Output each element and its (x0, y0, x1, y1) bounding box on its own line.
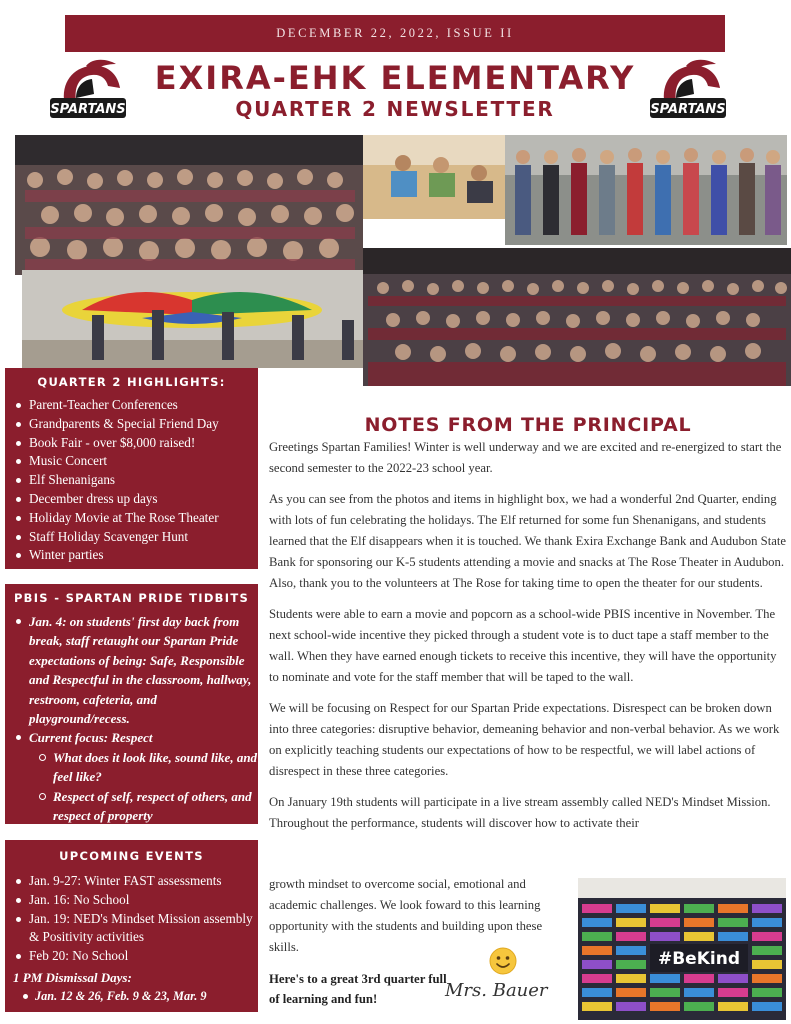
list-item: Jan. 19: NED's Mindset Mission assembly & Positivity activities (15, 910, 258, 948)
logo-text-right: SPARTANS (650, 102, 726, 117)
smiley-face-icon (488, 946, 518, 976)
photo-kids-reading (363, 135, 505, 219)
highlights-box (5, 368, 258, 569)
notes-paragraph-respect: We will be focusing on Respect for our Spartan Pride expectations. Disrespect can be broken down into three categories: disruptive behavior, demeaning behavior and non-verbal behavior. As we work on explicitly teaching students our expectations of how to be respectful, we will label actions of disrespect in these three categories. (269, 701, 780, 778)
list-item: Jan. 9-27: Winter FAST assessments (15, 872, 258, 891)
photo-parachute-game (22, 270, 365, 368)
list-item: Staff Holiday Scavenger Hunt (15, 528, 258, 547)
upcoming-events-title: UPCOMING EVENTS (59, 849, 204, 863)
pbis-item-retaught: Jan. 4: on students' first day back from break, staff retaught our Spartan Pride expectations of being: Safe, Responsible and Respectful in the classroom, hallway, restroom, cafeteria, and playground/recess. (15, 612, 258, 728)
school-title: EXIRA-EHK ELEMENTARY (154, 59, 636, 97)
notes-paragraph-quarter: As you can see from the photos and items in highlight box, we had a wonderful 2nd Quarter, ending with lots of fun celebrating the holidays. The Elf returned for some fun Shenanigans, and students learned that the Elf disappears when it is touched. We thank Exira Exchange Bank and Audubon State Bank for sponsoring our K-5 students attending a movie and snacks at The Rose Theater in Audubon. Also, thank you to the volunteers at The Rose for taking time to open the theater for our students. (269, 492, 787, 590)
photo-whole-school-group (363, 248, 791, 386)
list-item: Grandparents & Special Friend Day (15, 415, 258, 434)
photo-bekind-wall (578, 878, 786, 1020)
highlights-list (5, 396, 258, 565)
photo-students-with-books (505, 135, 787, 245)
notes-paragraph-pbis: Students were able to earn a movie and popcorn as a school-wide PBIS incentive in November. The next school-wide incentive they picked through a student vote is to duct tape a staff member to the wall. When they have earned enough tickets to receive this incentive, they will have the opportunity to nominate and vote for the staff member that will be taped to the wall. (269, 607, 777, 684)
list-item: Elf Shenanigans (15, 471, 258, 490)
newsletter-subtitle: QUARTER 2 NEWSLETTER (235, 97, 555, 121)
list-item: Jan. 16: No School (15, 891, 258, 910)
bekind-wall-label: #BeKind (657, 949, 741, 969)
notes-from-principal-title: NOTES FROM THE PRINCIPAL (364, 414, 692, 436)
pbis-current-focus-text: Current focus: Respect (29, 730, 153, 746)
pbis-sub-list (29, 748, 258, 826)
pbis-item-current-focus (15, 728, 258, 825)
closing-message: Here's to a great 3rd quarter full of learning and fun! (269, 972, 447, 1006)
list-item: Music Concert (15, 452, 258, 471)
list-item: Jan. 12 & 26, Feb. 9 & 23, Mar. 9 (23, 987, 258, 1005)
spartans-logo-right (646, 58, 730, 124)
logo-text-left: SPARTANS (50, 102, 126, 117)
upcoming-events-box (5, 840, 258, 1012)
pbis-sub-item: What does it look like, sound like, and feel like? (39, 748, 258, 787)
dismissal-days-list (5, 987, 258, 1005)
list-item: Book Fair - over $8,000 raised! (15, 434, 258, 453)
dismissal-days-title: 1 PM Dismissal Days: (13, 969, 132, 985)
date-issue-text: DECEMBER 22, 2022, ISSUE II (276, 26, 514, 40)
spartans-logo-left (46, 58, 130, 124)
list-item: December dress up days (15, 490, 258, 509)
date-issue-banner (65, 15, 725, 52)
highlights-title: QUARTER 2 HIGHLIGHTS: (37, 375, 226, 389)
pbis-title: PBIS - SPARTAN PRIDE TIDBITS (13, 591, 250, 605)
notes-paragraph-assembly-continued: growth mindset to overcome social, emotional and academic challenges. We look foward to this learning opportunity with the students and building upon these skills. (269, 877, 543, 954)
list-item: Winter parties (15, 546, 258, 565)
principal-signature: Mrs. Bauer (445, 980, 548, 1001)
notes-paragraph-greeting: Greetings Spartan Families! Winter is well underway and we are excited and re-energized to start the second semester to the 2022-23 school year. (269, 440, 782, 475)
pbis-box (5, 584, 258, 824)
photo-students-bleachers (15, 135, 363, 275)
notes-paragraph-assembly: On January 19th students will participate in a live stream assembly called NED's Mindset Mission. Throughout the performance, students will discover how to activate their (269, 795, 771, 830)
events-list (5, 872, 258, 966)
principal-notes-body (269, 437, 789, 844)
list-item: Parent-Teacher Conferences (15, 396, 258, 415)
pbis-list (5, 612, 258, 825)
list-item: Feb 20: No School (15, 947, 258, 966)
pbis-sub-item: Respect of self, respect of others, and respect of property (39, 787, 258, 826)
list-item: Holiday Movie at The Rose Theater (15, 509, 258, 528)
